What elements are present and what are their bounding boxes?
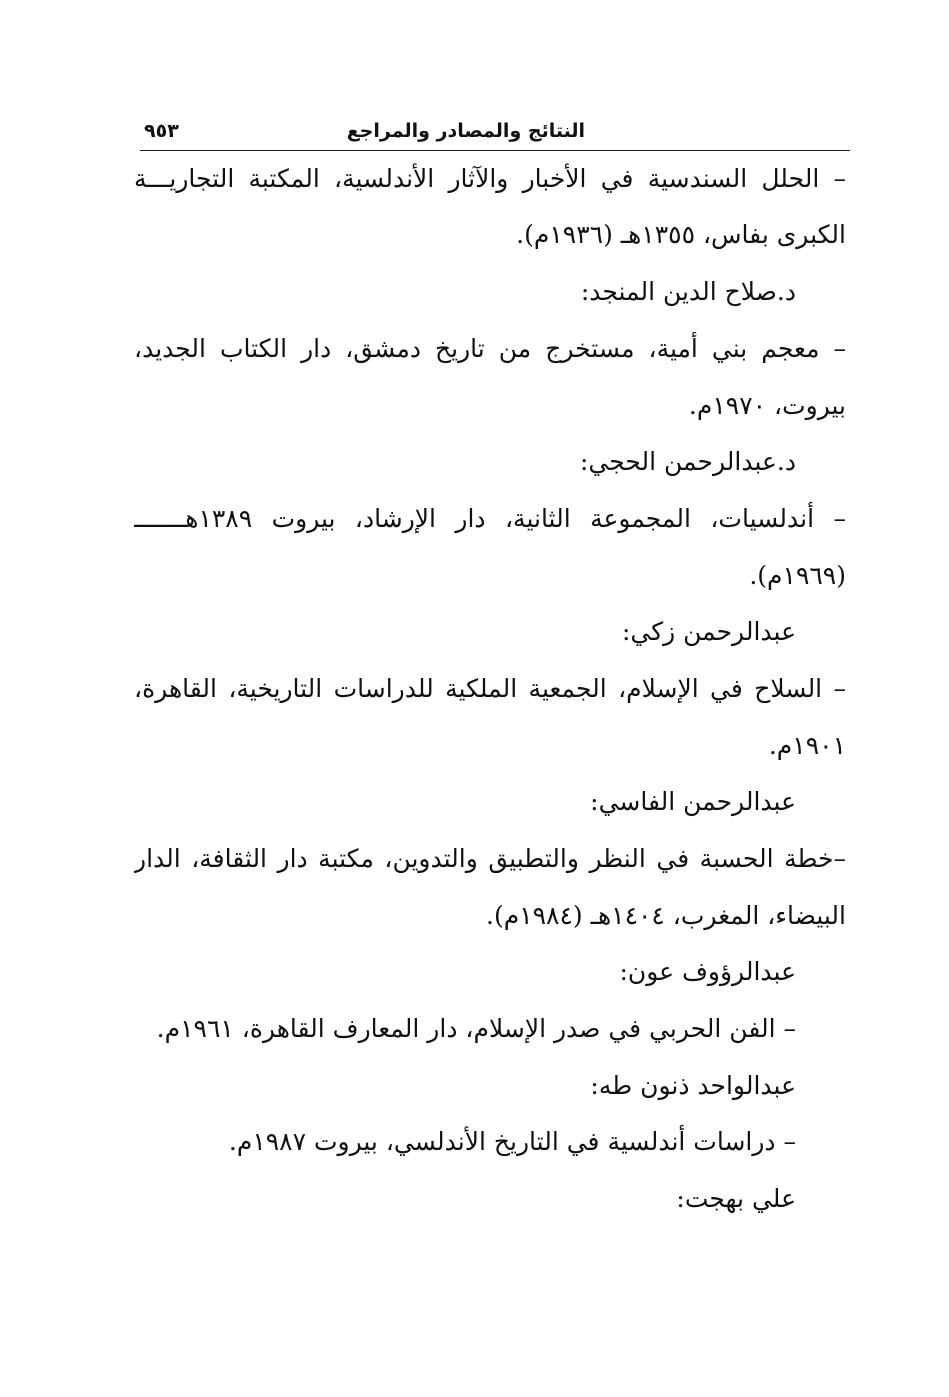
entry-continuation: البيضاء، المغرب، ١٤٠٤هـ (١٩٨٤م). xyxy=(486,901,846,930)
entry-continuation: الكبرى بفاس، ١٣٥٥هـ (١٩٣٦م). xyxy=(516,220,846,249)
entry-line: – أندلسيات، المجموعة الثانية، دار الإرشاد، بيروت ١٣٨٩هـــــــ xyxy=(134,504,846,533)
author-heading: علي بهجت: xyxy=(676,1184,796,1213)
entry-line: – الحلل السندسية في الأخبار والآثار الأندلسية، المكتبة التجاريـــة xyxy=(134,164,846,193)
author-heading: د.عبدالرحمن الحجي: xyxy=(579,447,796,476)
running-header-title: النتائج والمصادر والمراجع xyxy=(346,120,585,142)
entry-line: – السلاح في الإسلام، الجمعية الملكية للدراسات التاريخية، القاهرة، xyxy=(134,674,846,703)
entry-line: – الفن الحربي في صدر الإسلام، دار المعارف القاهرة، ١٩٦١م. xyxy=(156,1014,796,1043)
header-rule xyxy=(140,150,850,151)
entry-continuation: ١٩٠١م. xyxy=(768,731,846,760)
author-heading: د.صلاح الدين المنجد: xyxy=(580,277,796,306)
entry-line: – معجم بني أمية، مستخرج من تاريخ دمشق، دار الكتاب الجديد، xyxy=(134,334,846,363)
author-heading: عبدالرحمن الفاسي: xyxy=(590,787,796,816)
entry-continuation: بيروت، ١٩٧٠م. xyxy=(688,391,846,420)
author-heading: عبدالواحد ذنون طه: xyxy=(590,1071,796,1100)
page-number: ٩٥٣ xyxy=(144,120,179,142)
running-header xyxy=(140,116,850,150)
entry-line: –خطة الحسبة في النظر والتطبيق والتدوين، مكتبة دار الثقافة، الدار xyxy=(134,844,846,873)
entry-line: – دراسات أندلسية في التاريخ الأندلسي، بيروت ١٩٨٧م. xyxy=(228,1127,796,1156)
author-heading: عبدالرؤوف عون: xyxy=(619,957,796,986)
entry-continuation: (١٩٦٩م). xyxy=(749,561,846,590)
author-heading: عبدالرحمن زكي: xyxy=(621,617,796,646)
